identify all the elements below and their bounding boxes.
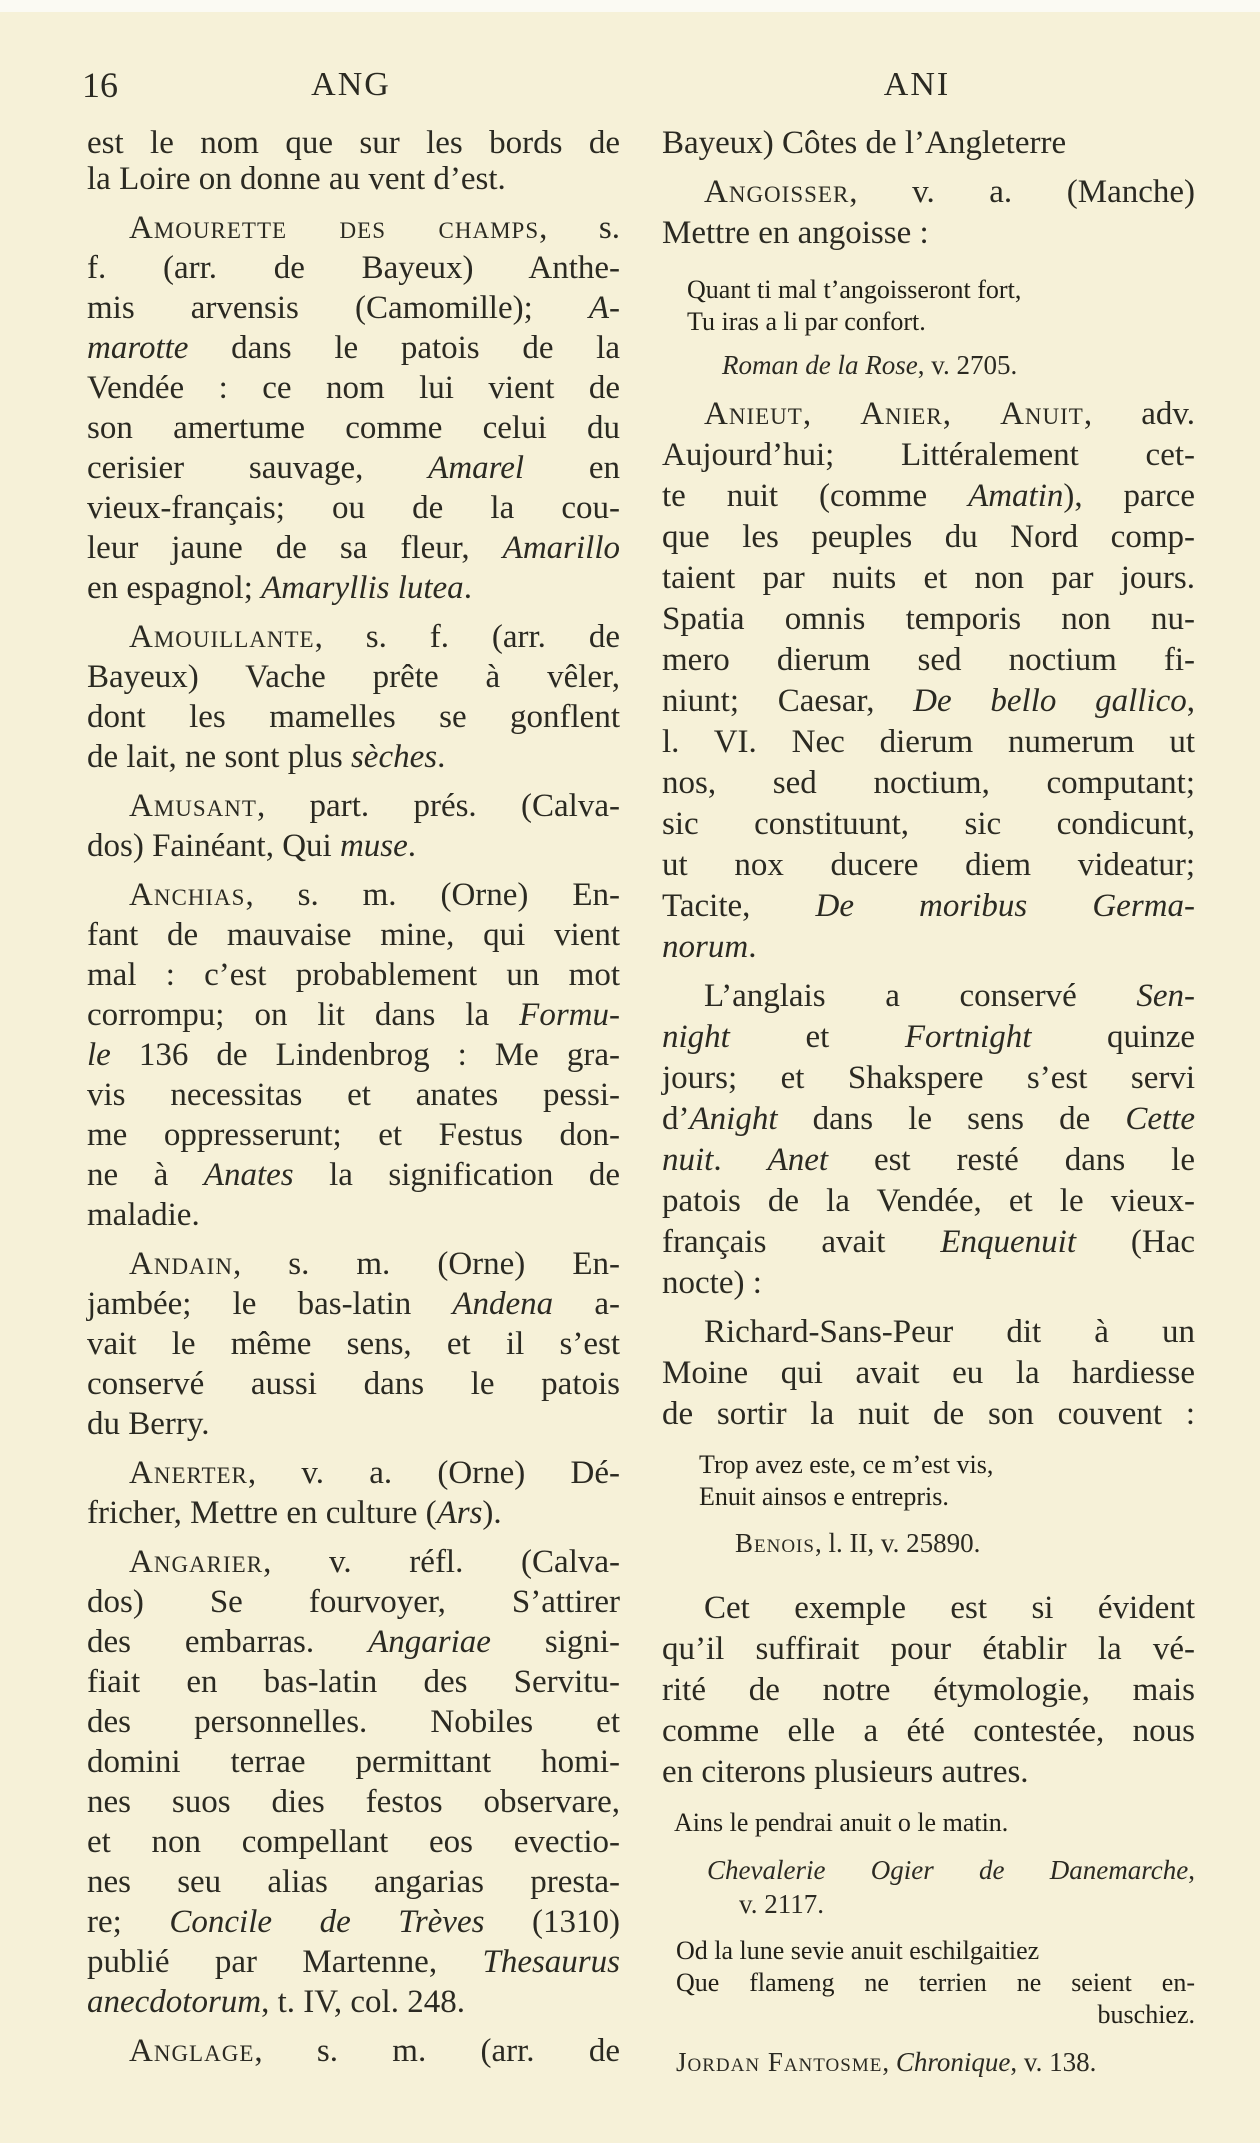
- text-run: mal : c’est probablement un mot: [87, 957, 620, 993]
- italic-text: night: [662, 1019, 730, 1055]
- text-line: [87, 1075, 620, 1115]
- text-run: son amertume comme celui du: [87, 410, 620, 446]
- text-run: Bayeux) Côtes de l’Angleterre: [662, 125, 1067, 161]
- text-line: [662, 1099, 1195, 1140]
- text-line: [87, 1284, 620, 1324]
- text-run: me oppresserunt; et Festus don-: [87, 1117, 620, 1153]
- text-line: [87, 1035, 620, 1075]
- text-line: [87, 915, 620, 955]
- entry-first-line: [662, 172, 1195, 213]
- italic-text: Chronique: [895, 2047, 1011, 2077]
- entry-first-line: [662, 1312, 1195, 1353]
- text-run: ).: [482, 1495, 502, 1531]
- text-run: la signification de: [293, 1157, 621, 1193]
- text-line: [87, 697, 620, 737]
- text-line: [87, 1582, 620, 1622]
- italic-text: De moribus Germa-: [815, 888, 1195, 924]
- text-line: [662, 804, 1195, 845]
- text-run: buschiez.: [1097, 2000, 1195, 2029]
- text-line: [662, 517, 1195, 558]
- text-run: , v. réfl. (Calva-: [263, 1544, 620, 1580]
- italic-text: Roman de la Rose: [722, 350, 918, 380]
- text-line: [662, 558, 1195, 599]
- text-line: [87, 448, 620, 488]
- text-line: [87, 1662, 620, 1702]
- text-line: [87, 1622, 620, 1662]
- entry-first-line: [87, 1453, 620, 1493]
- text-run: ,: [1186, 683, 1195, 719]
- text-run: , adv.: [1083, 396, 1195, 432]
- italic-text: marotte: [87, 330, 189, 366]
- citation-line: [662, 1526, 1195, 1560]
- italic-text: muse: [339, 828, 408, 864]
- text-line: [662, 1353, 1195, 1394]
- text-run: .: [713, 1142, 768, 1178]
- verse-line: [662, 274, 1195, 306]
- text-line: [87, 328, 620, 368]
- text-line: [662, 1017, 1195, 1058]
- italic-text: Amaryllis lutea: [261, 570, 464, 606]
- text-run: patois de la Vendée, et le vieux-: [662, 1183, 1195, 1219]
- text-run: Bayeux) Vache prête à vêler,: [87, 659, 620, 695]
- text-run: ,: [942, 396, 1001, 432]
- italic-text: Amatin: [968, 478, 1064, 514]
- text-run: des embarras.: [87, 1624, 369, 1660]
- verse-line: [662, 1481, 1195, 1513]
- text-line: [87, 568, 620, 608]
- italic-text: Anet: [767, 1142, 829, 1178]
- text-run: , s. m. (arr. de: [254, 2033, 620, 2069]
- citation-line: [662, 1887, 1195, 1921]
- headword: Amourette des champs: [129, 210, 540, 246]
- text-run: sic constituunt, sic condicunt,: [662, 806, 1195, 842]
- text-run: en citerons plusieurs autres.: [662, 1754, 1029, 1790]
- text-line: [662, 1058, 1195, 1099]
- text-run: la Loire on donne au vent d’est.: [87, 161, 506, 197]
- entry-first-line: [662, 394, 1195, 435]
- text-run: dont les mamelles se gonflent: [87, 699, 620, 735]
- text-line: [662, 1394, 1195, 1435]
- text-line: [662, 1629, 1195, 1670]
- text-run: dans le sens de: [777, 1101, 1126, 1137]
- italic-text: Fortnight: [904, 1019, 1032, 1055]
- text-run: dos) Se fourvoyer, S’attirer: [87, 1584, 620, 1620]
- text-run: v. 2117.: [739, 1889, 824, 1919]
- text-run: , v. 138.: [1010, 2047, 1097, 2077]
- headword: Anieut: [704, 396, 803, 432]
- text-run: Cet exemple est si évident: [704, 1590, 1195, 1626]
- text-line: [87, 1782, 620, 1822]
- text-run: et: [729, 1019, 905, 1055]
- headword: Anerter: [129, 1455, 248, 1491]
- italic-text: Anates: [203, 1157, 294, 1193]
- text-line: [662, 1263, 1195, 1304]
- text-run: 136 de Lindenbrog : Me gra-: [110, 1037, 620, 1073]
- text-run: Mettre en angoisse :: [662, 215, 929, 251]
- page-number: 16: [82, 65, 118, 105]
- text-run: .: [407, 828, 417, 864]
- text-run: cerisier sauvage,: [87, 450, 429, 486]
- text-run: du Berry.: [87, 1406, 210, 1442]
- italic-text: A-: [588, 290, 620, 326]
- text-line: [662, 681, 1195, 722]
- text-run: des personnelles. Nobiles et: [87, 1704, 620, 1740]
- text-run: Vendée : ce nom lui vient de: [87, 370, 620, 406]
- headword: Angoisser: [704, 174, 850, 210]
- text-line: [87, 1862, 620, 1902]
- text-run: , s. f. (arr. de: [314, 619, 620, 655]
- headword: Jordan Fantosme: [676, 2047, 883, 2077]
- text-run: ,: [1188, 1855, 1195, 1885]
- text-run: français avait: [662, 1224, 941, 1260]
- text-run: l. VI. Nec dierum numerum ut: [662, 724, 1195, 760]
- text-run: (1310): [484, 1904, 620, 1940]
- text-run: comme elle a été contestée, nous: [662, 1713, 1195, 1749]
- italic-text: Andena: [452, 1286, 554, 1322]
- text-line: [87, 488, 620, 528]
- text-run: nes suos dies festos observare,: [87, 1784, 620, 1820]
- text-run: , v. a. (Orne) Dé-: [247, 1455, 620, 1491]
- verse-line: [662, 306, 1195, 338]
- citation-line: [662, 1853, 1195, 1887]
- entry-first-line: [87, 875, 620, 915]
- text-run: fricher, Mettre en culture (: [87, 1495, 437, 1531]
- text-run: Enuit ainsos e entrepris.: [699, 1482, 949, 1511]
- text-run: , part. prés. (Calva-: [256, 788, 620, 824]
- text-line: [87, 1155, 620, 1195]
- text-run: mero dierum sed noctium fi-: [662, 642, 1195, 678]
- text-run: Richard-Sans-Peur dit à un: [704, 1314, 1195, 1350]
- entry-first-line: [87, 617, 620, 657]
- verse-line: [662, 1935, 1195, 1967]
- text-line: [87, 1364, 620, 1404]
- text-run: ut nox ducere diem videatur;: [662, 847, 1195, 883]
- headword: Anchias: [129, 877, 246, 913]
- text-line: [87, 826, 620, 866]
- entry-first-line: [662, 976, 1195, 1017]
- text-run: .: [463, 570, 472, 606]
- italic-text: De bello gallico: [913, 683, 1187, 719]
- verse-line: [662, 1999, 1195, 2031]
- headword: Anuit: [1000, 396, 1084, 432]
- text-run: Moine qui avait eu la hardiesse: [662, 1355, 1195, 1391]
- italic-text: nuit: [662, 1142, 714, 1178]
- page-top-edge: [0, 0, 1260, 12]
- text-line: [87, 737, 620, 777]
- left-text-column: [87, 123, 620, 2071]
- text-run: .: [748, 929, 757, 965]
- text-line: [662, 213, 1195, 254]
- headword: Anglage: [129, 2033, 255, 2069]
- text-run: niunt; Caesar,: [662, 683, 914, 719]
- text-run: L’anglais a conservé: [704, 978, 1137, 1014]
- italic-text: Amarillo: [502, 530, 620, 566]
- text-line: [662, 722, 1195, 763]
- text-line: [662, 435, 1195, 476]
- running-head-left: ANG: [311, 66, 391, 103]
- citation-line: [662, 2045, 1195, 2079]
- text-run: ne à: [87, 1157, 204, 1193]
- text-line: [662, 927, 1195, 968]
- verse-line: [662, 1967, 1195, 1999]
- text-line: [87, 1742, 620, 1782]
- text-line: [87, 368, 620, 408]
- text-line: [87, 123, 620, 163]
- italic-text: Enquenuit: [940, 1224, 1076, 1260]
- text-line: [662, 1181, 1195, 1222]
- text-run: , v. 2705.: [917, 350, 1018, 380]
- text-line: [87, 1902, 620, 1942]
- text-line: [87, 1822, 620, 1862]
- text-run: domini terrae permittant homi-: [87, 1744, 620, 1780]
- text-line: [662, 123, 1195, 164]
- headword: Amouillante: [129, 619, 315, 655]
- text-run: fant de mauvaise mine, qui vient: [87, 917, 620, 953]
- text-run: qu’il suffirait pour établir la vé-: [662, 1631, 1195, 1667]
- italic-text: Ars: [436, 1495, 483, 1531]
- citation-line: [662, 348, 1195, 382]
- text-run: .: [437, 739, 446, 775]
- text-line: [87, 288, 620, 328]
- text-line: [662, 640, 1195, 681]
- text-run: rité de notre étymologie, mais: [662, 1672, 1195, 1708]
- text-run: Tacite,: [662, 888, 816, 924]
- italic-text: Sen-: [1136, 978, 1195, 1014]
- text-line: [87, 1493, 620, 1533]
- text-run: , s.: [539, 210, 621, 246]
- text-run: quinze: [1031, 1019, 1195, 1055]
- text-run: est le nom que sur les bords de: [87, 125, 620, 161]
- text-run: d’: [662, 1101, 690, 1137]
- text-line: [87, 995, 620, 1035]
- italic-text: Cette: [1125, 1101, 1195, 1137]
- text-run: , s. m. (Orne) En-: [245, 877, 620, 913]
- text-line: [662, 599, 1195, 640]
- headword: Andain: [129, 1246, 233, 1282]
- text-run: dans le patois de la: [188, 330, 620, 366]
- text-run: corrompu; on lit dans la: [87, 997, 520, 1033]
- text-line: [87, 1115, 620, 1155]
- text-line: [87, 657, 620, 697]
- text-run: Ains le pendrai anuit o le matin.: [674, 1808, 1009, 1837]
- text-line: [662, 1670, 1195, 1711]
- italic-text: anecdotorum: [87, 1984, 262, 2020]
- text-run: Od la lune sevie anuit eschilgaitiez: [676, 1936, 1040, 1965]
- headword: Benois: [735, 1528, 815, 1558]
- text-run: vait le même sens, et il s’est: [87, 1326, 620, 1362]
- italic-text: le: [87, 1037, 111, 1073]
- text-line: [662, 1222, 1195, 1263]
- text-run: f. (arr. de Bayeux) Anthe-: [87, 250, 620, 286]
- entry-first-line: [87, 786, 620, 826]
- text-run: ,: [882, 2047, 896, 2077]
- text-run: a-: [553, 1286, 620, 1322]
- text-run: jours; et Shakspere s’est servi: [662, 1060, 1195, 1096]
- text-line: [87, 1324, 620, 1364]
- italic-text: norum: [662, 929, 749, 965]
- text-run: , s. m. (Orne) En-: [232, 1246, 620, 1282]
- text-line: [662, 1711, 1195, 1752]
- right-text-column: [662, 123, 1195, 2079]
- text-run: maladie.: [87, 1197, 200, 1233]
- entry-first-line: [87, 208, 620, 248]
- text-run: nos, sed noctium, computant;: [662, 765, 1195, 801]
- text-run: , v. a. (Manche): [849, 174, 1195, 210]
- text-run: mis arvensis (Camomille);: [87, 290, 589, 326]
- italic-text: Thesaurus: [482, 1944, 620, 1980]
- text-run: est resté dans le: [828, 1142, 1195, 1178]
- text-run: nocte) :: [662, 1265, 762, 1301]
- headword: Amusant: [129, 788, 257, 824]
- text-line: [87, 1195, 620, 1235]
- text-line: [87, 248, 620, 288]
- text-run: Quant ti mal t’angoisseront fort,: [687, 275, 1022, 304]
- verse-line: [662, 1807, 1195, 1839]
- text-line: [87, 159, 620, 199]
- text-run: (Hac: [1076, 1224, 1196, 1260]
- text-run: jambée; le bas-latin: [87, 1286, 453, 1322]
- text-run: de lait, ne sont plus: [87, 739, 351, 775]
- text-run: vis necessitas et anates pessi-: [87, 1077, 620, 1113]
- text-line: [87, 408, 620, 448]
- text-run: nes seu alias angarias presta-: [87, 1864, 620, 1900]
- text-run: te nuit (comme: [662, 478, 969, 514]
- text-line: [87, 528, 620, 568]
- italic-text: Amarel: [428, 450, 525, 486]
- running-head-right: ANI: [883, 66, 951, 103]
- text-run: dos) Fainéant, Qui: [87, 828, 340, 864]
- text-run: Que flameng ne terrien ne seient en-: [676, 1968, 1195, 1997]
- italic-text: Concile de Trèves: [169, 1904, 485, 1940]
- text-run: fiait en bas-latin des Servitu-: [87, 1664, 620, 1700]
- entry-first-line: [87, 1244, 620, 1284]
- text-line: [87, 955, 620, 995]
- text-run: de sortir la nuit de son couvent :: [662, 1396, 1195, 1432]
- text-run: et non compellant eos evectio-: [87, 1824, 620, 1860]
- text-line: [662, 476, 1195, 517]
- text-line: [662, 1140, 1195, 1181]
- entry-first-line: [87, 1542, 620, 1582]
- text-line: [87, 1982, 620, 2022]
- text-run: en espagnol;: [87, 570, 262, 606]
- text-run: Trop avez este, ce m’est vis,: [699, 1450, 994, 1479]
- text-run: , t. IV, col. 248.: [261, 1984, 465, 2020]
- italic-text: Chevalerie Ogier de Danemarche: [707, 1855, 1189, 1885]
- text-run: Spatia omnis temporis non nu-: [662, 601, 1195, 637]
- italic-text: sèches: [350, 739, 438, 775]
- entry-first-line: [662, 1588, 1195, 1629]
- text-line: [87, 1942, 620, 1982]
- text-run: en: [524, 450, 620, 486]
- text-run: taient par nuits et non par jours.: [662, 560, 1195, 596]
- italic-text: Formu-: [519, 997, 620, 1033]
- entry-first-line: [87, 2031, 620, 2071]
- text-run: signi-: [490, 1624, 621, 1660]
- text-run: re;: [87, 1904, 170, 1940]
- italic-text: Anight: [689, 1101, 778, 1137]
- text-line: [87, 1702, 620, 1742]
- text-run: ), parce: [1063, 478, 1195, 514]
- text-run: Aujourd’hui; Littéralement cet-: [662, 437, 1195, 473]
- text-run: Tu iras a li par confort.: [687, 307, 926, 336]
- text-line: [662, 1752, 1195, 1793]
- text-line: [662, 763, 1195, 804]
- text-run: que les peuples du Nord comp-: [662, 519, 1195, 555]
- text-line: [662, 886, 1195, 927]
- headword: Angarier: [129, 1544, 264, 1580]
- text-run: vieux-français; ou de la cou-: [87, 490, 620, 526]
- text-run: ,: [802, 396, 861, 432]
- verse-line: [662, 1449, 1195, 1481]
- text-run: conservé aussi dans le patois: [87, 1366, 620, 1402]
- text-run: publié par Martenne,: [87, 1944, 483, 1980]
- headword: Anier: [860, 396, 943, 432]
- text-run: , l. II, v. 25890.: [814, 1528, 981, 1558]
- italic-text: Angariae: [368, 1624, 491, 1660]
- text-line: [87, 1404, 620, 1444]
- text-run: leur jaune de sa fleur,: [87, 530, 503, 566]
- text-line: [662, 845, 1195, 886]
